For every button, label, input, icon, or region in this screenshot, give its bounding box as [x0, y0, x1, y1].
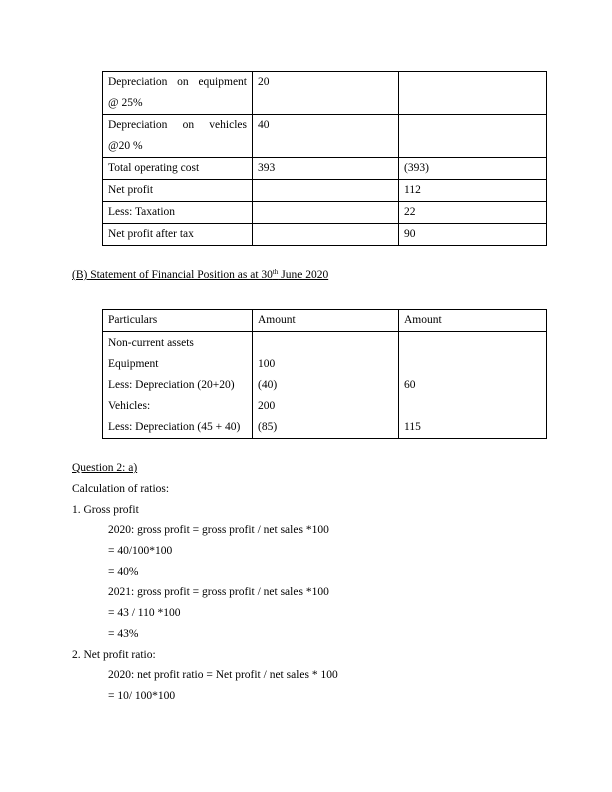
header-particulars: Particulars [103, 310, 253, 332]
row-total [399, 72, 547, 115]
calculation-line: 2020: net profit ratio = Net profit / net sales * 100 [108, 669, 338, 681]
row-label-line: @ 25% [108, 97, 143, 109]
calculation-line: = 10/ 100*100 [108, 690, 176, 702]
calculation-line: 2020: gross profit = gross profit / net sales *100 [108, 524, 329, 536]
amount-cell [253, 332, 399, 439]
calculation-line: = 40/100*100 [108, 545, 173, 557]
amount-line: 60 [404, 379, 416, 391]
amount-line [258, 333, 393, 354]
amount-line: 200 [258, 400, 276, 412]
gross-profit-heading: 1. Gross profit [72, 504, 139, 516]
row-value [253, 202, 399, 224]
row-value: 20 [253, 72, 399, 115]
row-label: Net profit [103, 180, 253, 202]
amount-line: (85) [258, 421, 278, 433]
row-label-line: @20 % [108, 140, 143, 152]
table-row [103, 180, 547, 202]
row-label-line: Depreciation on equipment [108, 76, 247, 88]
financial-position-table [102, 309, 547, 439]
section-b-heading-superscript: th [272, 268, 279, 276]
calculation-line: 2021: gross profit = gross profit / net sales *100 [108, 586, 329, 598]
section-b-heading [72, 267, 328, 283]
row-value [253, 180, 399, 202]
particular-line: Non-current assets [108, 337, 194, 349]
row-total: 112 [399, 180, 547, 202]
amount-line [404, 333, 541, 354]
amount-line [404, 396, 541, 417]
row-label-line: Depreciation on vehicles [108, 119, 247, 131]
table-row [103, 332, 547, 439]
row-total: 90 [399, 224, 547, 246]
calculation-line: = 43 / 110 *100 [108, 607, 181, 619]
table-row [103, 72, 547, 115]
particular-line: Equipment [108, 358, 159, 370]
header-amount: Amount [253, 310, 399, 332]
amount-line: 100 [258, 358, 276, 370]
table-row [103, 158, 547, 180]
row-total: (393) [399, 158, 547, 180]
net-profit-heading: 2. Net profit ratio: [72, 649, 156, 661]
header-amount: Amount [399, 310, 547, 332]
section-b-heading-date: June 2020 [278, 269, 329, 281]
row-total: 22 [399, 202, 547, 224]
row-value [253, 224, 399, 246]
particular-line: Vehicles: [108, 400, 151, 412]
row-value: 40 [253, 115, 399, 158]
row-label [103, 72, 253, 115]
table-header-row [103, 310, 547, 332]
row-label [103, 115, 253, 158]
particular-line: Less: Depreciation (45 + 40) [108, 421, 241, 433]
calculation-line: = 40% [108, 566, 139, 578]
row-label: Net profit after tax [103, 224, 253, 246]
table-row [103, 115, 547, 158]
table-row [103, 224, 547, 246]
row-total [399, 115, 547, 158]
table-row [103, 202, 547, 224]
row-label: Less: Taxation [103, 202, 253, 224]
particulars-cell [103, 332, 253, 439]
amount-line: (40) [258, 379, 278, 391]
section-b-heading-text: (B) Statement of Financial Position as at 30 [72, 269, 273, 281]
calculation-line: = 43% [108, 628, 139, 640]
amount-total-cell [399, 332, 547, 439]
question-title: Question 2: a) [72, 462, 138, 474]
amount-line: 115 [404, 421, 421, 433]
amount-line [404, 354, 541, 375]
particular-line: Less: Depreciation (20+20) [108, 379, 235, 391]
income-statement-table [102, 71, 547, 246]
ratios-intro: Calculation of ratios: [72, 483, 170, 495]
row-label: Total operating cost [103, 158, 253, 180]
row-value: 393 [253, 158, 399, 180]
